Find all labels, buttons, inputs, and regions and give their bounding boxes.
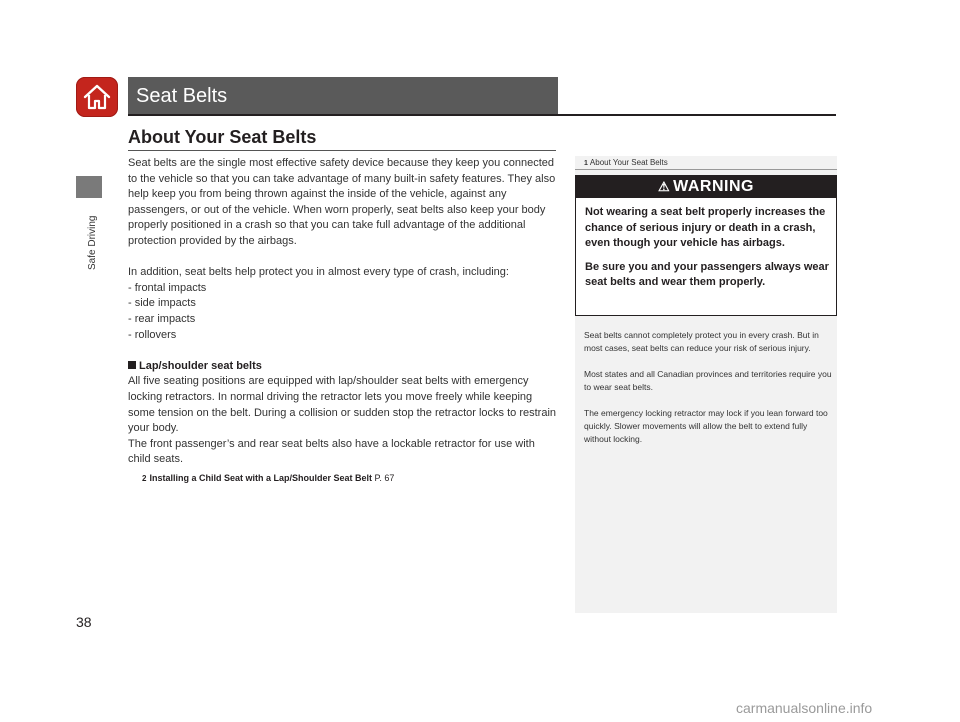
cross-reference-page[interactable]: P. 67 (374, 472, 395, 483)
reference-arrow-icon: 2 (142, 473, 147, 483)
page-number: 38 (76, 614, 92, 630)
sidebar-notes (584, 329, 834, 459)
chapter-title-bar (128, 77, 558, 114)
chapter-title: Seat Belts (136, 85, 228, 107)
warning-banner (576, 176, 836, 198)
heading-divider (128, 150, 556, 151)
chapter-side-label (87, 210, 101, 270)
crash-lead-paragraph: In addition, seat belts help protect you in almost every type of crash, including: (128, 266, 509, 279)
cross-reference-title[interactable]: Installing a Child Seat with a Lap/Shoulder Seat Belt (149, 472, 372, 483)
main-body (128, 156, 560, 486)
section-heading: About Your Seat Belts (128, 127, 317, 147)
home-icon (82, 82, 112, 112)
warning-paragraph: Be sure you and your passengers always wear seat belts and wear them properly. (585, 260, 829, 288)
watermark: carmanualsonline.info (736, 700, 873, 716)
lap-shoulder-subheading-text: Lap/shoulder seat belts (139, 359, 262, 372)
note-paragraph: Most states and all Canadian provinces and territories require you to wear seat belts. (584, 369, 832, 392)
child-seat-cross-reference[interactable] (142, 471, 560, 487)
note-paragraph: The emergency locking retractor may lock if you lean forward too quickly. Slower movements will allow the belt to extend fully without locking. (584, 408, 828, 444)
square-bullet-icon (128, 361, 136, 369)
warning-paragraph: Not wearing a seat belt properly increases the chance of serious injury or death in a crash, even though your vehicle has airbags. (585, 206, 826, 249)
crash-type-item: - frontal impacts (128, 281, 207, 294)
crash-type-item: - side impacts (128, 297, 196, 310)
title-divider (128, 114, 836, 116)
crash-type-item: - rollovers (128, 328, 177, 341)
sidebar-reference-icon: 1 (584, 160, 588, 167)
sidebar-title-divider (575, 169, 837, 170)
child-seat-paragraph: The front passenger’s and rear seat belts also have a lockable retractor for use with child seats. (128, 437, 535, 466)
home-button[interactable] (76, 77, 118, 117)
intro-paragraph: Seat belts are the single most effective safety device because they keep you connected to the vehicle so that you can take advantage of many built-in safety features. They also help keep you from being thrown against the inside of the vehicle, against any passengers, or out of the vehicle. When worn properly, seat belts also keep your body properly positioned in a crash so that you can take full advantage of the additional protection provided by the airbags. (128, 157, 556, 247)
lap-shoulder-subheading (128, 359, 560, 375)
warning-box (575, 175, 837, 316)
warning-label: WARNING (673, 178, 754, 195)
crash-type-item: - rear impacts (128, 312, 196, 325)
sidebar-title (584, 158, 668, 167)
lap-shoulder-paragraph: All five seating positions are equipped with lap/shoulder seat belts with emergency locking retractors. In normal driving the retractor lets you move freely while keeping some tension on the belt. During a collision or sudden stop the retractor locks to restrain your body. (128, 375, 557, 435)
sidebar-notes-panel (575, 156, 837, 613)
chapter-side-label-text: Safe Driving (87, 215, 98, 270)
note-paragraph: Seat belts cannot completely protect you in every crash. But in most cases, seat belts can reduce your risk of serious injury. (584, 330, 819, 353)
warning-triangle-icon: ⚠ (658, 179, 671, 194)
warning-text (585, 205, 829, 291)
sidebar-title-text: About Your Seat Belts (589, 158, 668, 167)
chapter-tab-marker[interactable] (76, 176, 102, 198)
